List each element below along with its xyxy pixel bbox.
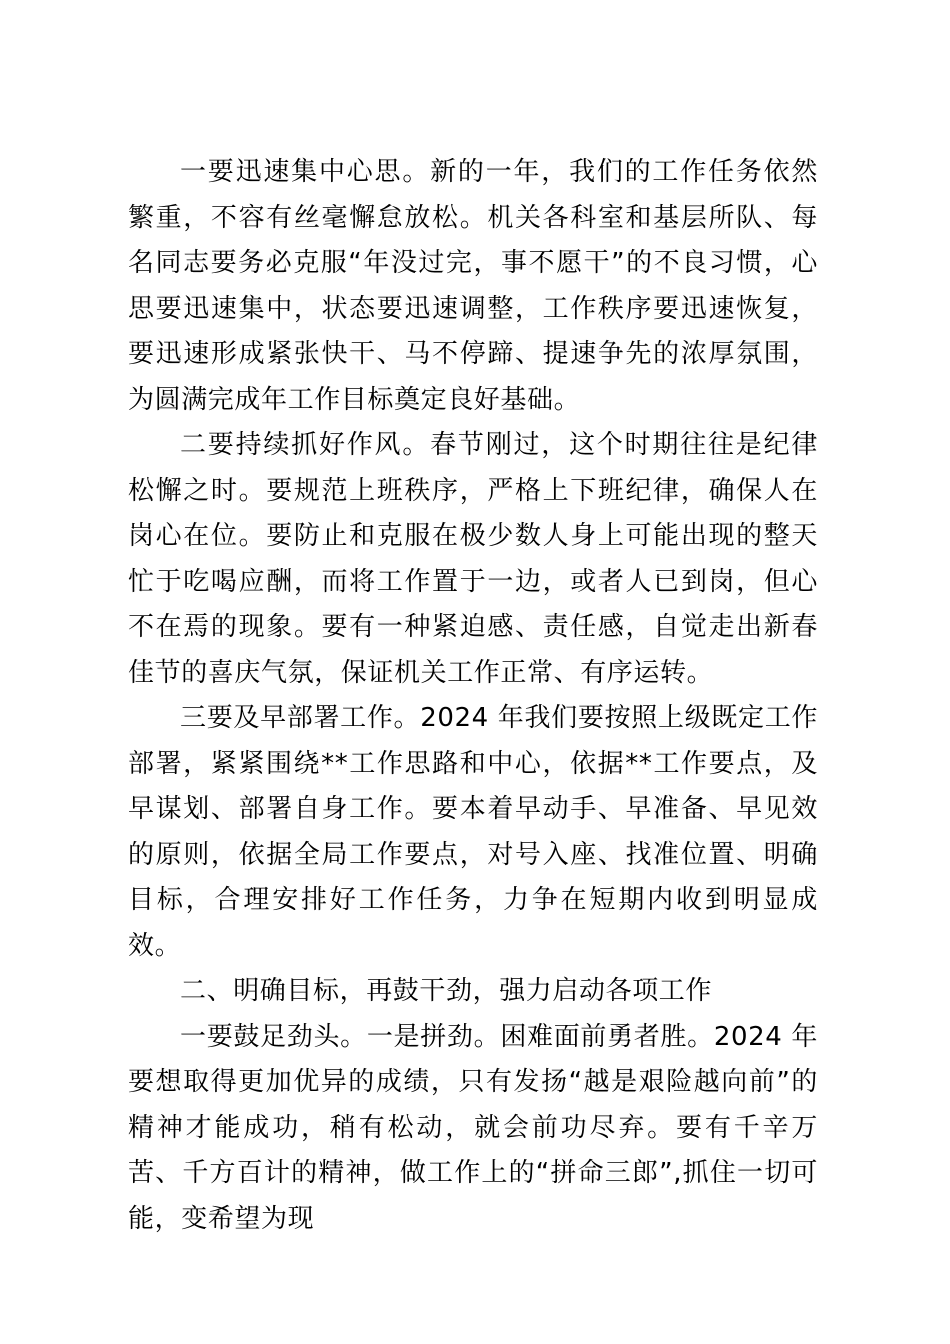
paragraph-focus: 一要迅速集中心思。新的一年，我们的工作任务依然繁重，不容有丝毫懈怠放松。机关各科室和基层所队、每名同志要务必克服“年没过完，事不愿干”的不良习惯，心思要迅速集中，状态要迅速调整，工作秩序要迅速恢复，要迅速形成紧张快干、马不停蹄、提速争先的浓厚氛围，为圆满完成年工作目标奠定良好基础。	[128, 157, 818, 415]
document-page	[128, 150, 818, 1242]
paragraph-deploy-work: 三要及早部署工作。2024 年我们要按照上级既定工作部署，紧紧围绕**工作思路和中心，依据**工作要点，及早谋划、部署自身工作。要本着早动手、早准备、早见效的原则，依据全局工作要点，对号入座、找准位置、明确目标，合理安排好工作任务，力争在短期内收到明显成效。	[128, 703, 818, 961]
section-heading: 二、明确目标，再鼓干劲，强力启动各项工作	[180, 976, 713, 1006]
paragraph-motivation: 一要鼓足劲头。一是拼劲。困难面前勇者胜。2024 年要想取得更加优异的成绩，只有发扬“越是艰险越向前”的精神才能成功，稍有松动，就会前功尽弃。要有千辛万苦、千方百计的精神，做工作上的“拼命三郎”,抓住一切可能，变希望为现	[128, 1021, 818, 1234]
paragraph-work-style: 二要持续抓好作风。春节刚过，这个时期往往是纪律松懈之时。要规范上班秩序，严格上下班纪律，确保人在岗心在位。要防止和克服在极少数人身上可能出现的整天忙于吃喝应酬，而将工作置于一边，或者人已到岗，但心不在焉的现象。要有一种紧迫感、责任感，自觉走出新春佳节的喜庆气氛，保证机关工作正常、有序运转。	[128, 430, 818, 688]
